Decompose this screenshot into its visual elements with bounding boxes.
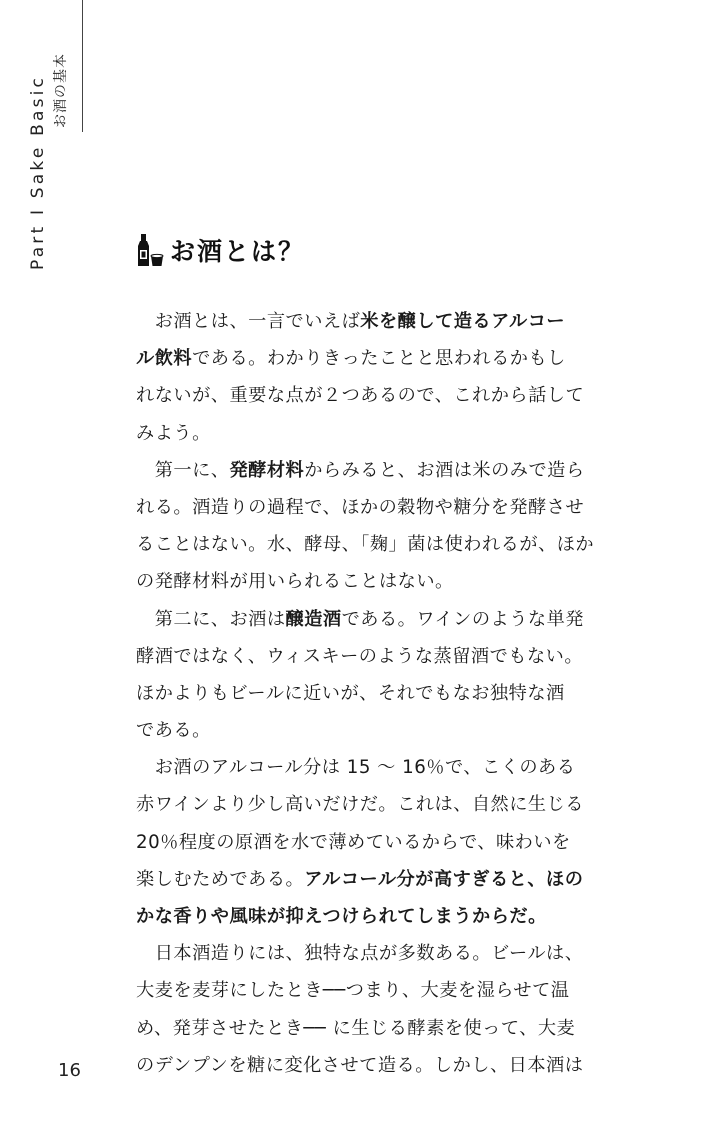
text-line: [136, 489, 596, 526]
text-run: 日本酒造りには、独特な点が多数ある。ビールは、: [136, 943, 584, 965]
text-run: お酒のアルコール分は 15 ～ 16％で、こくのある: [136, 757, 576, 779]
text-line: [136, 1010, 596, 1047]
text-run: 20％程度の原酒を水で薄めているからで、味わいを: [136, 831, 571, 853]
text-line: [136, 1047, 596, 1084]
text-run: ることはない。水、酵母、「麹」菌は使われるが、ほか: [136, 534, 595, 556]
text-line: [136, 526, 596, 563]
text-run: である。: [136, 720, 211, 742]
bold-text: 発酵材料: [229, 459, 305, 481]
text-run: お酒とは、一言でいえば: [136, 311, 361, 332]
text-line: [136, 786, 596, 823]
bold-text: 米を醸して造るアルコー: [360, 311, 566, 332]
text-line: [136, 675, 596, 712]
text-run: 酵酒ではなく、ウィスキーのような蒸留酒でもない。: [136, 645, 584, 667]
running-header: [28, 53, 69, 270]
text-run: ほかよりもビールに近いが、それでもなお独特な酒: [136, 682, 565, 704]
text-run: の発酵材料が用いられることはない。: [136, 571, 454, 593]
text-run: め、発芽させたとき── に生じる酵素を使って、大麦: [136, 1017, 576, 1039]
text-line: [136, 452, 596, 489]
text-run: 第二に、お酒は: [136, 608, 286, 630]
bold-text: かな香りや風味が抑えつけられてしまうからだ。: [136, 906, 547, 927]
text-run: 赤ワインより少し高いだけだ。これは、自然に生じる: [136, 794, 584, 816]
text-line: [136, 824, 596, 861]
text-line: [136, 601, 596, 638]
bold-text: 醸造酒: [285, 608, 342, 630]
bold-text: アルコール分が高すぎると、ほの: [304, 868, 584, 890]
text-line: [136, 638, 596, 675]
part-label: Part Ⅰ Sake Basic: [28, 74, 48, 270]
text-line: [136, 972, 596, 1009]
text-line: [136, 898, 596, 935]
chapter-sub-label: お酒の基本: [53, 53, 69, 128]
text-run: からみると、お酒は米のみで造ら: [304, 459, 585, 481]
text-run: れないが、重要な点が２つあるので、これから話して: [136, 385, 585, 407]
text-line: [136, 303, 596, 340]
text-run: 楽しむためである。: [136, 868, 305, 890]
text-line: [136, 712, 596, 749]
text-run: 大麦を麦芽にしたとき──つまり、大麦を湿らせて温: [136, 980, 570, 1002]
text-line: [136, 861, 596, 898]
section-heading: [136, 232, 305, 268]
text-run: である。わかりきったことと思われるかもし: [192, 348, 566, 370]
page-number: 16: [58, 1060, 81, 1081]
section-title: お酒とは？: [170, 237, 306, 266]
text-line: [136, 377, 596, 414]
bold-text: ル飲料: [136, 348, 193, 370]
text-line: [136, 563, 596, 600]
sake-bottle-icon: [136, 232, 166, 268]
text-run: みよう。: [136, 422, 211, 444]
text-line: [136, 935, 596, 972]
text-line: [136, 749, 596, 786]
text-run: れる。酒造りの過程で、ほかの穀物や糖分を発酵させ: [136, 496, 585, 518]
text-line: [136, 415, 596, 452]
text-run: 第一に、: [136, 459, 230, 481]
text-run: である。ワインのような単発: [341, 608, 584, 630]
text-line: [136, 340, 596, 377]
text-run: のデンプンを糖に変化させて造る。しかし、日本酒は: [136, 1054, 584, 1076]
header-divider: [82, 0, 83, 132]
body-text: [136, 303, 596, 1084]
